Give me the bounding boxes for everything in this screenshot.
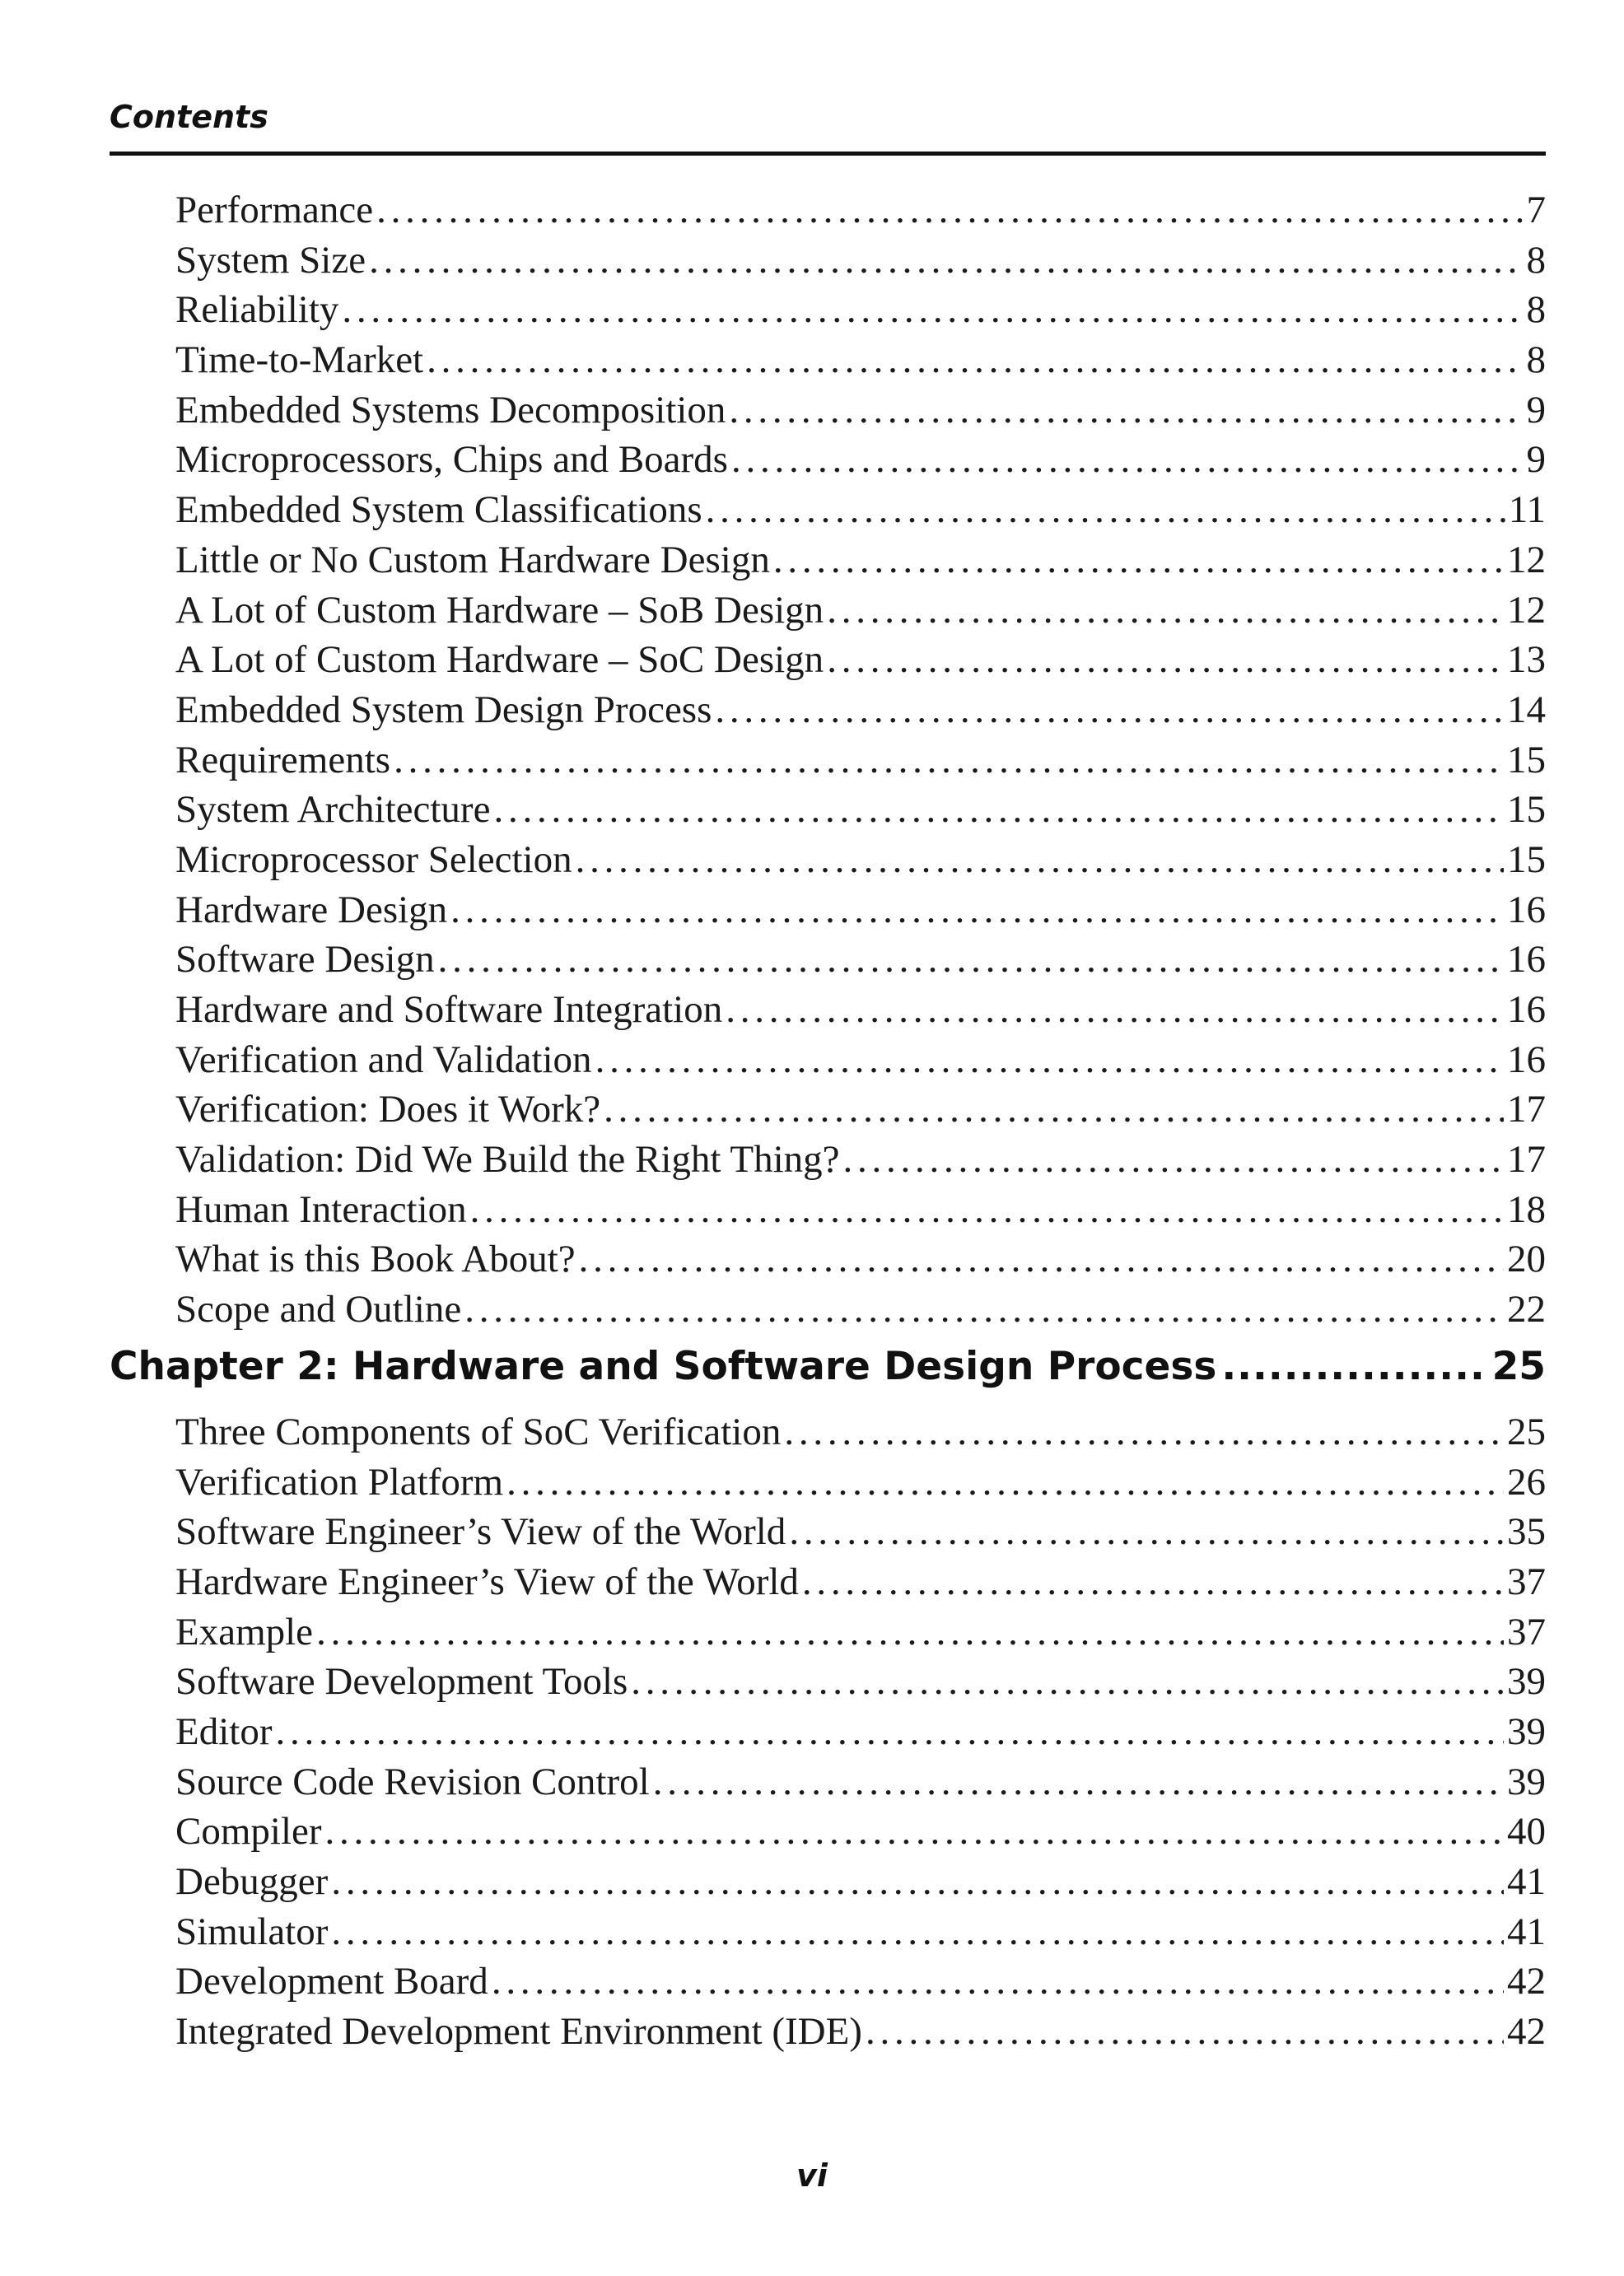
toc-entry-title: Development Board [175, 1960, 488, 2003]
toc-entry[interactable] [110, 588, 1546, 638]
dot-leader [492, 1959, 1504, 2003]
dot-leader [275, 1709, 1504, 1754]
toc-entry-page: 15 [1507, 788, 1546, 832]
toc-entry[interactable] [110, 1410, 1546, 1460]
toc-entry-title: Scope and Outline [175, 1288, 462, 1332]
toc-entry-page: 37 [1507, 1610, 1546, 1653]
toc-entry-title: Performance [175, 189, 374, 231]
toc-entry-page: 16 [1507, 1038, 1546, 1081]
toc-entry[interactable] [110, 388, 1546, 438]
toc-entry-title: Software Engineer’s View of the World [175, 1510, 786, 1554]
toc-entry-page: 9 [1526, 388, 1546, 431]
toc-entry-title: Compiler [175, 1810, 322, 1854]
toc-entry[interactable] [110, 1760, 1546, 1810]
dot-leader [325, 1809, 1504, 1854]
toc-entry-page: 8 [1526, 238, 1546, 282]
toc-entry[interactable] [110, 487, 1546, 538]
toc-entry-title: Simulator [175, 1910, 329, 1953]
dot-leader [579, 1237, 1504, 1281]
header-rule [110, 152, 1546, 156]
toc-entry[interactable] [110, 1087, 1546, 1137]
toc-entry-title: Microprocessors, Chips and Boards [175, 438, 728, 482]
dot-leader [1221, 1344, 1486, 1389]
toc-entry-page: 41 [1507, 1910, 1546, 1953]
toc-entry-title: A Lot of Custom Hardware – SoC Design [175, 638, 824, 682]
toc-entry-title: Example [175, 1610, 314, 1653]
dot-leader [450, 888, 1504, 932]
toc-entry[interactable] [110, 937, 1546, 987]
toc-chapter-title: Chapter 2: Hardware and Software Design Process [110, 1343, 1217, 1389]
dot-leader [731, 437, 1524, 482]
dot-leader [773, 538, 1504, 582]
dot-leader [631, 1659, 1504, 1704]
toc-entry[interactable] [110, 837, 1546, 888]
toc-entry[interactable] [110, 1137, 1546, 1187]
toc-entry-page: 15 [1507, 738, 1546, 781]
toc-entry[interactable] [110, 1187, 1546, 1238]
toc-entry-page: 20 [1507, 1238, 1546, 1281]
running-head: Contents [110, 99, 268, 135]
toc-entry[interactable] [110, 888, 1546, 938]
toc-section-chapter-2 [110, 1410, 1546, 2059]
toc-entry-title: Requirements [175, 738, 391, 781]
dot-leader [715, 688, 1504, 732]
dot-leader [331, 1859, 1504, 1904]
toc-entry-page: 9 [1526, 438, 1546, 482]
toc-entry-page: 16 [1507, 938, 1546, 982]
toc-entry-page: 35 [1507, 1510, 1546, 1554]
dot-leader [464, 1287, 1504, 1332]
dot-leader [802, 1560, 1504, 1604]
toc-entry-page: 40 [1507, 1810, 1546, 1854]
dot-leader [331, 1910, 1504, 1954]
dot-leader [369, 238, 1523, 282]
toc-entry-page: 15 [1507, 837, 1546, 881]
toc-entry[interactable] [110, 738, 1546, 788]
toc-entry-page: 41 [1507, 1860, 1546, 1903]
toc-entry-page: 39 [1507, 1660, 1546, 1704]
toc-entry[interactable] [110, 1237, 1546, 1287]
table-of-contents [110, 188, 1546, 2059]
toc-entry-page: 13 [1507, 638, 1546, 682]
toc-entry-page: 8 [1526, 338, 1546, 382]
toc-entry-page: 12 [1507, 538, 1546, 581]
toc-entry-title: Hardware and Software Integration [175, 988, 723, 1031]
toc-entry[interactable] [110, 238, 1546, 288]
toc-entry-page: 18 [1507, 1187, 1546, 1231]
dot-leader [784, 1410, 1504, 1454]
toc-entry-title: Embedded System Design Process [175, 688, 712, 731]
toc-chapter-page: 25 [1491, 1343, 1546, 1389]
toc-entry-page: 37 [1507, 1560, 1546, 1603]
toc-entry-page: 39 [1507, 1709, 1546, 1753]
toc-entry-title: Hardware Design [175, 888, 448, 931]
toc-entry-title: System Size [175, 238, 366, 282]
toc-chapter-heading[interactable] [110, 1344, 1546, 1410]
dot-leader [842, 1137, 1504, 1182]
toc-entry-page: 42 [1507, 1960, 1546, 2003]
toc-entry-title: Three Components of SoC Verification [175, 1410, 782, 1453]
toc-entry-title: Editor [175, 1709, 273, 1753]
toc-entry[interactable] [110, 1509, 1546, 1560]
toc-entry-page: 16 [1507, 988, 1546, 1031]
toc-entry[interactable] [110, 1910, 1546, 1960]
toc-entry-page: 26 [1507, 1460, 1546, 1504]
toc-entry[interactable] [110, 1809, 1546, 1859]
dot-leader [827, 588, 1504, 632]
toc-entry-title: Software Development Tools [175, 1660, 628, 1704]
dot-leader [726, 987, 1504, 1032]
toc-entry[interactable] [110, 2009, 1546, 2059]
toc-entry-page: 25 [1507, 1410, 1546, 1453]
toc-entry-title: Embedded System Classifications [175, 488, 702, 532]
toc-section-chapter-1 [110, 188, 1546, 1337]
toc-entry-page: 11 [1508, 488, 1546, 532]
toc-entry[interactable] [110, 688, 1546, 738]
dot-leader [376, 188, 1523, 232]
toc-entry-page: 12 [1507, 588, 1546, 632]
dot-leader [438, 937, 1504, 982]
toc-entry-title: Integrated Development Environment (IDE) [175, 2010, 862, 2054]
toc-entry-title: Embedded Systems Decomposition [175, 388, 726, 431]
toc-entry-title: Reliability [175, 288, 339, 332]
dot-leader [506, 1460, 1504, 1504]
dot-leader [653, 1760, 1504, 1804]
toc-entry[interactable] [110, 1560, 1546, 1610]
toc-entry-title: Source Code Revision Control [175, 1760, 650, 1803]
dot-leader [493, 787, 1504, 832]
dot-leader [595, 1038, 1504, 1082]
toc-entry[interactable] [110, 1460, 1546, 1510]
dot-leader [342, 287, 1523, 332]
dot-leader [316, 1610, 1504, 1654]
toc-entry[interactable] [110, 987, 1546, 1038]
toc-entry[interactable] [110, 637, 1546, 688]
toc-entry[interactable] [110, 1038, 1546, 1088]
dot-leader [827, 637, 1504, 682]
dot-leader [470, 1187, 1504, 1232]
toc-entry-title: System Architecture [175, 788, 491, 832]
dot-leader [706, 487, 1505, 532]
page-number: vi [796, 2157, 828, 2194]
toc-entry[interactable] [110, 437, 1546, 487]
toc-entry-title: What is this Book About? [175, 1238, 576, 1281]
toc-entry-page: 7 [1526, 189, 1546, 231]
dot-leader [394, 738, 1504, 782]
toc-entry[interactable] [110, 1709, 1546, 1760]
toc-entry-title: Time-to-Market [175, 338, 424, 382]
toc-entry-page: 14 [1507, 688, 1546, 731]
toc-entry[interactable] [110, 1859, 1546, 1910]
toc-entry[interactable] [110, 1659, 1546, 1709]
dot-leader [427, 338, 1523, 382]
toc-entry-title: Debugger [175, 1860, 329, 1903]
toc-entry[interactable] [110, 538, 1546, 588]
dot-leader [576, 837, 1504, 882]
toc-entry-title: Verification Platform [175, 1460, 504, 1504]
toc-entry[interactable] [110, 287, 1546, 338]
toc-entry[interactable] [110, 338, 1546, 388]
toc-entry[interactable] [110, 188, 1546, 238]
dot-leader [604, 1087, 1504, 1131]
toc-entry[interactable] [110, 1610, 1546, 1660]
toc-entry-title: A Lot of Custom Hardware – SoB Design [175, 588, 824, 632]
toc-entry-page: 22 [1507, 1288, 1546, 1332]
toc-entry-page: 16 [1507, 888, 1546, 931]
toc-entry-title: Microprocessor Selection [175, 837, 572, 881]
toc-entry-page: 39 [1507, 1760, 1546, 1803]
toc-entry-title: Verification and Validation [175, 1038, 592, 1081]
toc-entry[interactable] [110, 787, 1546, 837]
toc-entry-page: 42 [1507, 2010, 1546, 2054]
toc-entry-title: Hardware Engineer’s View of the World [175, 1560, 799, 1603]
toc-entry[interactable] [110, 1959, 1546, 2009]
toc-entry-page: 17 [1507, 1088, 1546, 1131]
toc-entry-page: 17 [1507, 1138, 1546, 1182]
toc-entry-page: 8 [1526, 288, 1546, 332]
toc-entry[interactable] [110, 1287, 1546, 1337]
dot-leader [729, 388, 1523, 432]
toc-entry-title: Software Design [175, 938, 435, 982]
dot-leader [866, 2009, 1504, 2054]
toc-entry-title: Human Interaction [175, 1187, 467, 1231]
dot-leader [789, 1509, 1504, 1554]
toc-entry-title: Verification: Does it Work? [175, 1088, 601, 1131]
toc-entry-title: Validation: Did We Build the Right Thing? [175, 1138, 840, 1182]
toc-entry-title: Little or No Custom Hardware Design [175, 538, 770, 581]
